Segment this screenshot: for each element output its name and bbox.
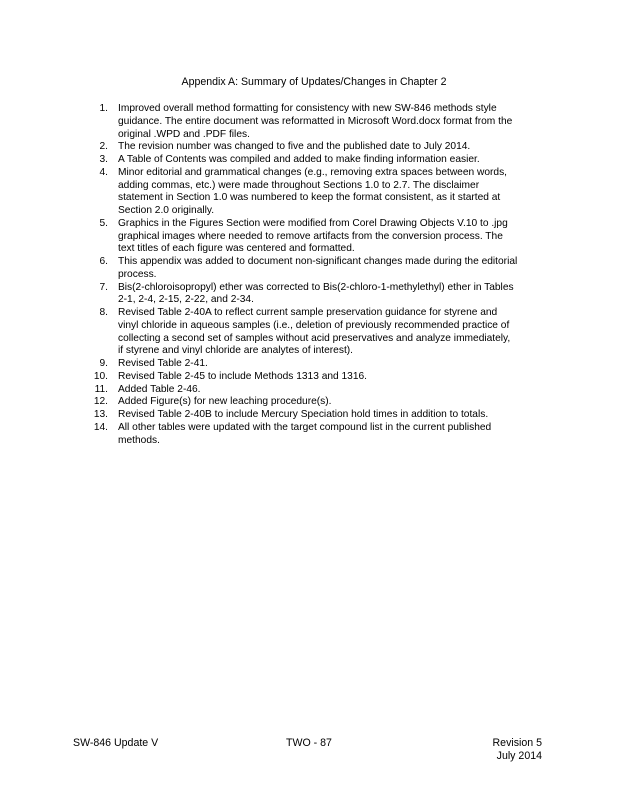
item-number: 7.: [99, 281, 108, 293]
item-number: 6.: [99, 256, 108, 267]
item-text: Revised Table 2-40A to reflect current sample preservation guidance for styrene and vinyl chloride in aqueous samples (i.e., deletion of previously recommended practice of collecting a second set of samples without acid preservatives and analyze immediately, if styrene and vinyl chloride are analytes of interest).: [118, 307, 511, 357]
list-item: [82, 282, 552, 308]
item-text: Revised Table 2-40B to include Mercury Speciation hold times in addition to totals.: [118, 409, 489, 420]
item-text: The revision number was changed to five and the published date to July 2014.: [118, 141, 471, 153]
list-item: [82, 218, 552, 256]
item-number: 5.: [99, 217, 108, 229]
list-item: [82, 396, 552, 409]
footer-revision-block: [470, 737, 542, 763]
item-number: 11.: [94, 383, 108, 395]
item-text: Added Table 2-46.: [118, 383, 201, 395]
list-item: [82, 103, 552, 141]
item-text: Graphics in the Figures Section were modified from Corel Drawing Objects V.10 to .jpg graphical images where needed to remove artifacts from the conversion process. The text titles of each figure was centered and formatted.: [118, 217, 508, 255]
list-item: [82, 358, 552, 371]
list-item: [82, 307, 552, 358]
list-item: [82, 384, 552, 397]
item-number: 10.: [93, 370, 108, 382]
item-text: Improved overall method formatting for consistency with new SW-846 methods style guidance. The entire document was reformatted in Microsoft Word.docx format from the original .WPD and .PDF files.: [118, 103, 513, 140]
item-number: 1.: [99, 103, 108, 114]
list-item: [82, 371, 552, 384]
item-text: All other tables were updated with the target compound list in the current published methods.: [118, 421, 492, 446]
item-text: Bis(2-chloroisopropyl) ether was corrected to Bis(2-chloro-1-methylethyl) ether in Tables 2-1, 2-4, 2-15, 2-22, and 2-34.: [118, 281, 514, 306]
list-item: [82, 141, 552, 154]
item-text: Added Figure(s) for new leaching procedure(s).: [118, 396, 332, 408]
page-title: Appendix A: Summary of Updates/Changes in Chapter 2: [181, 76, 447, 88]
list-item: [82, 154, 552, 167]
list-item: [82, 422, 552, 448]
footer-date: July 2014: [496, 750, 542, 762]
footer-revision: Revision 5: [492, 737, 542, 749]
list-item: [82, 167, 552, 218]
list-item: [82, 256, 552, 282]
list-item: [82, 409, 552, 422]
item-text: This appendix was added to document non-significant changes made during the editorial process.: [118, 256, 518, 280]
item-text: A Table of Contents was compiled and added to make finding information easier.: [118, 154, 480, 165]
item-text: Minor editorial and grammatical changes (e.g., removing extra spaces between words, adding commas, etc.) were made throughout Sections 1.0 to 2.7. The disclaimer statement in Section 1.0 was numbered to keep the format consistent, as it started at Section 2.0 originally.: [118, 166, 508, 216]
item-number: 8.: [99, 307, 108, 318]
item-text: Revised Table 2-41.: [118, 358, 208, 369]
item-number: 14.: [93, 421, 108, 433]
item-number: 3.: [99, 154, 108, 165]
item-number: 12.: [93, 396, 108, 408]
item-text: Revised Table 2-45 to include Methods 1313 and 1316.: [118, 370, 368, 382]
footer-document-id: SW-846 Update V: [73, 737, 159, 749]
item-number: 13.: [93, 409, 108, 420]
item-number: 9.: [99, 358, 108, 369]
footer-page-number: TWO - 87: [286, 737, 332, 749]
item-number: 2.: [99, 141, 108, 153]
item-number: 4.: [99, 166, 108, 178]
changes-list: [82, 103, 552, 447]
